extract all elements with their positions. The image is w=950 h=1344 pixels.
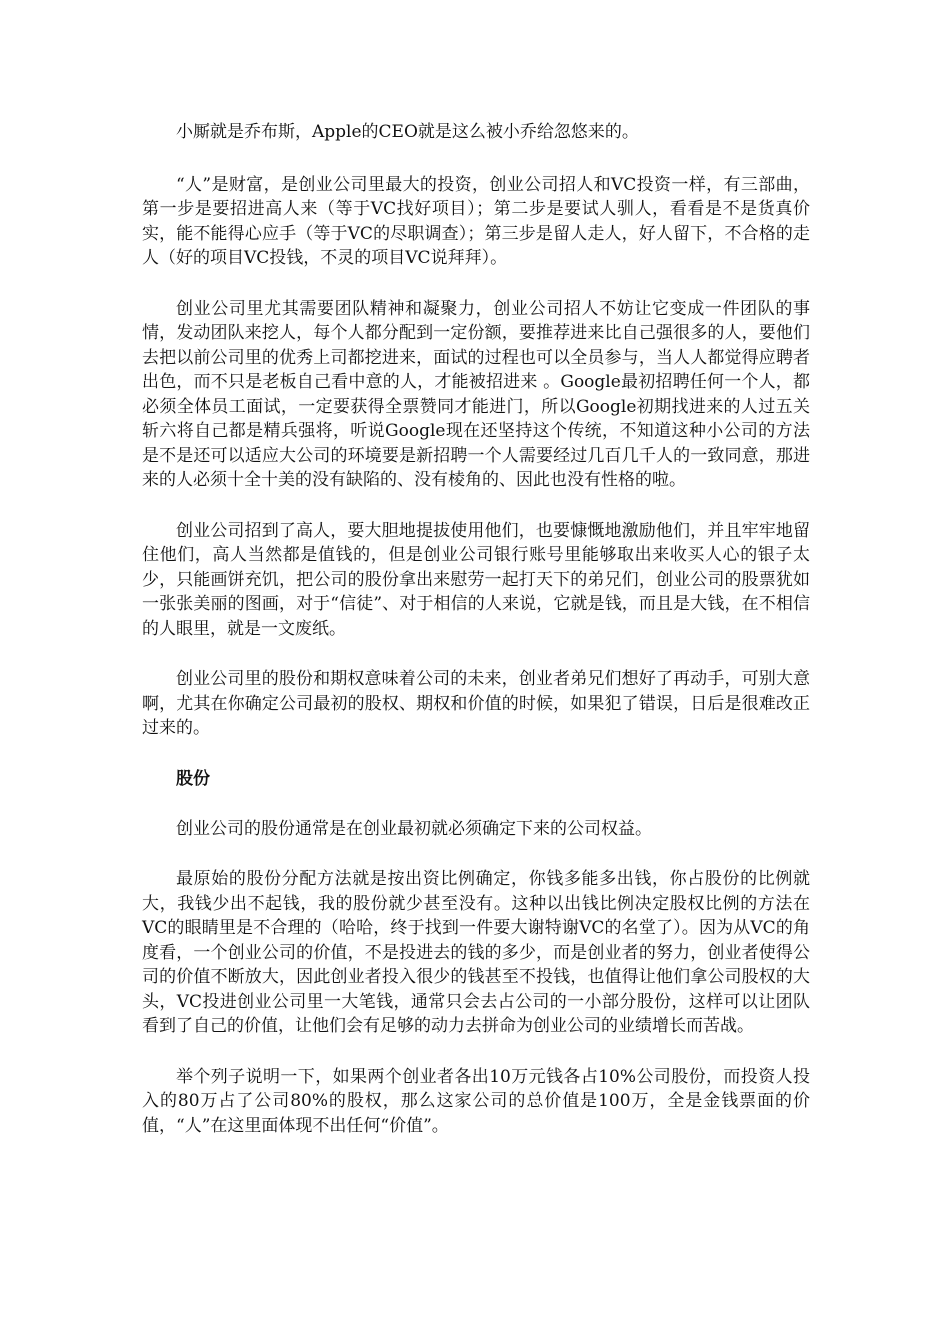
document-body: [142, 120, 810, 1164]
paragraph-retain-talent: 创业公司招到了高人，要大胆地提拔使用他们，也要慷慨地激励他们，并且牢牢地留住他们，高人当然都是值钱的，但是创业公司银行账号里能够取出来收买人心的银子太少，只能画饼充饥，把公司的股份拿出来慰劳一起打天下的弟兄们，创业公司的股票犹如一张张美丽的图画，对于“信徒”、对于相信的人来说，它就是钱，而且是大钱，在不相信的人眼里，就是一文废纸。: [142, 520, 810, 639]
paragraph-example: 举个列子说明一下，如果两个创业者各出10万元钱各占10%公司股份，而投资人投入的80万占了公司80%的股权，那么这家公司的总价值是100万，全是金钱票面的价值，“人”在这里面体现不出任何“价值”。: [142, 1066, 810, 1136]
paragraph-equity-warning: 创业公司里的股份和期权意味着公司的未来，创业者弟兄们想好了再动手，可别大意啊，尤其在你确定公司最初的股权、期权和价值的时候，如果犯了错误，日后是很难改正过来的。: [142, 669, 810, 738]
paragraph-people-wealth: “人”是财富，是创业公司里最大的投资，创业公司招人和VC投资一样，有三部曲，第一步是要招进高人来（等于VC找好项目）；第二步是要试人驯人，看看是不是货真价实，能不能得心应手（等于VC的尽职调查）；第三步是留人走人，好人留下，不合格的走人（好的项目VC投钱，不灵的项目VC说拜拜）。: [142, 174, 810, 268]
section-heading-shares: 股份: [176, 768, 210, 789]
paragraph-share-allocation: 最原始的股份分配方法就是按出资比例确定，你钱多能多出钱，你占股份的比例就大，我钱少出不起钱，我的股份就少甚至没有。这种以出钱比例决定股权比例的方法在VC的眼睛里是不合理的（哈哈，终于找到一件要大谢特谢VC的名堂了）。因为从VC的角度看，一个创业公司的价值，不是投进去的钱的多少，而是创业者的努力，创业者使得公司的价值不断放大，因此创业者投入很少的钱甚至不投钱，也值得让他们拿公司股权的大头，VC投进创业公司里一大笔钱，通常只会去占公司的一小部分股份，这样可以让团队看到了自己的价值，让他们会有足够的动力去拼命为创业公司的业绩增长而苦战。: [142, 869, 810, 1036]
paragraph-team-hiring: 创业公司里尤其需要团队精神和凝聚力，创业公司招人不妨让它变成一件团队的事情，发动团队来挖人，每个人都分配到一定份额，要推荐进来比自己强很多的人，要他们去把以前公司里的优秀上司都挖进来，面试的过程也可以全员参与，当人人都觉得应聘者出色，而不只是老板自己看中意的人，才能被招进来 。Google最初招聘任何一个人，都必须全体员工面试，一定要获得全票赞同才能进门，所以Google初期找进来的人过五关斩六将自己都是精兵强将，听说Google现在还坚持这个传统，不知道这种小公司的方法是不是还可以适应大公司的环境要是新招聘一个人需要经过几百几千人的一致同意，那进来的人必须十全十美的没有缺陷的、没有棱角的、因此也没有性格的啦。: [142, 298, 810, 490]
paragraph-shares-definition: 创业公司的股份通常是在创业最初就必须确定下来的公司权益。: [176, 818, 652, 839]
paragraph-jobs: 小厮就是乔布斯，Apple的CEO就是这么被小乔给忽悠来的。: [176, 122, 639, 142]
